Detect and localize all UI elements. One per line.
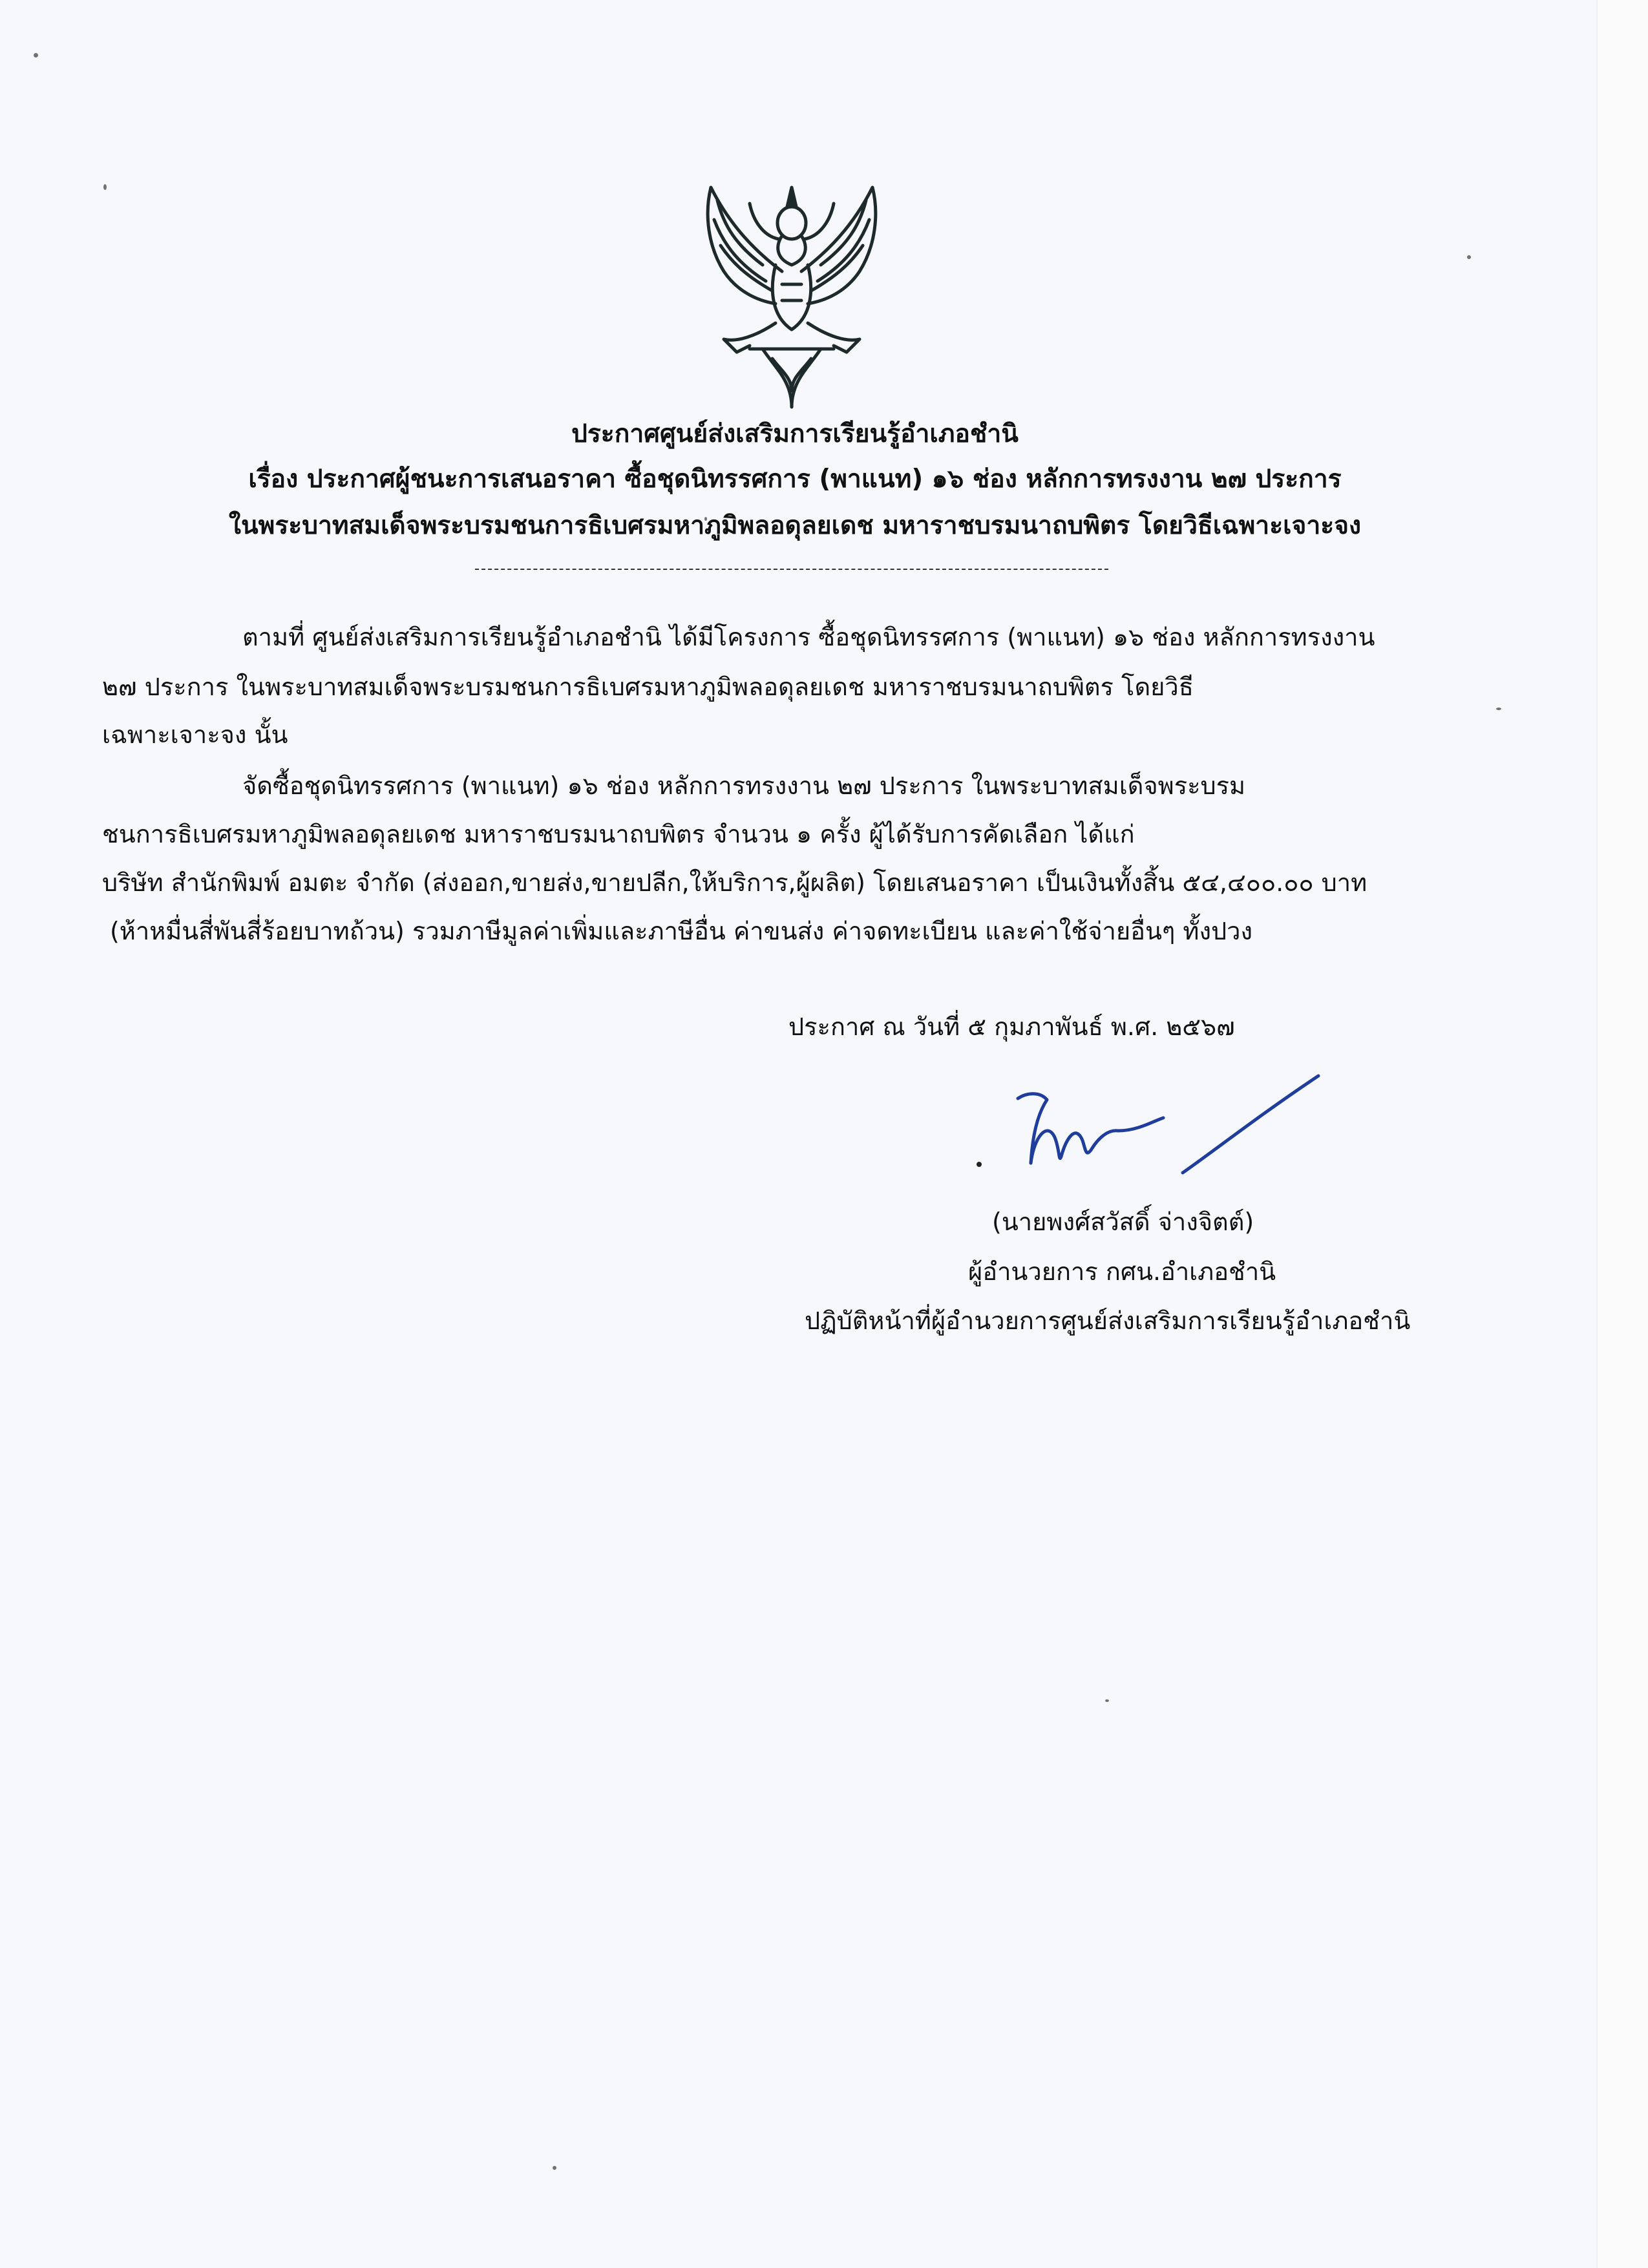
signer-position: ผู้อำนวยการ กศน.อำเภอชำนิ (968, 1257, 1276, 1286)
scan-speck (1496, 708, 1501, 710)
para2-line4: (ห้าหมื่นสี่พันสี่ร้อยบาทถ้วน) รวมภาษีมูลค่าเพิ่มและภาษีอื่น ค่าขนส่ง ค่าจดทะเบียน และค่าใช้จ่ายอื่นๆ ทั้งปวง (110, 917, 1253, 945)
para2-line3: บริษัท สำนักพิมพ์ อมตะ จำกัด (ส่งออก,ขายส่ง,ขายปลีก,ให้บริการ,ผู้ผลิต) โดยเสนอราคา เป็นเงินทั้งสิ้น ๕๔,๔๐๐.๐๐ บาท (102, 868, 1368, 897)
announcement-subject-line1: เรื่อง ประกาศผู้ชนะการเสนอราคา ซื้อชุดนิทรรศการ (พาแนท) ๑๖ ช่อง หลักการทรงงาน ๒๗ ประการ (248, 465, 1342, 494)
garuda-emblem-icon (685, 174, 898, 414)
para2-line1: จัดซื้อชุดนิทรรศการ (พาแนท) ๑๖ ช่อง หลักการทรงงาน ๒๗ ประการ ในพระบาทสมเด็จพระบรม (242, 772, 1246, 800)
para1-line3: เฉพาะเจาะจง นั้น (102, 720, 288, 749)
heading-divider (475, 569, 1108, 570)
signer-name: (นายพงศ์สวัสดิ์ จ่างจิตต์) (992, 1208, 1254, 1236)
para1-line1: ตามที่ ศูนย์ส่งเสริมการเรียนรู้อำเภอชำนิ ได้มีโครงการ ซื้อชุดนิทรรศการ (พาแนท) ๑๖ ช่อง หลักการทรงงาน (242, 623, 1375, 651)
announcement-subject-line2: ในพระบาทสมเด็จพระบรมชนการธิเบศรมหาภูมิพลอดุลยเดช มหาราชบรมนาถบพิตร โดยวิธีเฉพาะเจาะจง (228, 511, 1362, 540)
announcement-title: ประกาศศูนย์ส่งเสริมการเรียนรู้อำเภอชำนิ (571, 419, 1019, 448)
handwritten-signature (969, 1060, 1331, 1182)
scan-speck (103, 184, 107, 190)
scan-speck (553, 2166, 556, 2170)
para1-line2: ๒๗ ประการ ในพระบาทสมเด็จพระบรมชนการธิเบศรมหาภูมิพลอดุลยเดช มหาราชบรมนาถบพิตร โดยวิธี (102, 673, 1194, 701)
signer-acting-position: ปฏิบัติหน้าที่ผู้อำนวยการศูนย์ส่งเสริมการเรียนรู้อำเภอชำนิ (805, 1307, 1411, 1335)
scan-speck (34, 53, 38, 58)
para2-line2: ชนการธิเบศรมหาภูมิพลอดุลยเดช มหาราชบรมนาถบพิตร จำนวน ๑ ครั้ง ผู้ได้รับการคัดเลือก ได้แก่ (102, 820, 1135, 848)
scan-speck (1105, 1699, 1109, 1702)
announcement-date: ประกาศ ณ วันที่ ๕ กุมภาพันธ์ พ.ศ. ๒๕๖๗ (788, 1013, 1235, 1041)
scan-speck (1467, 255, 1471, 259)
scan-edge (1596, 0, 1648, 2268)
